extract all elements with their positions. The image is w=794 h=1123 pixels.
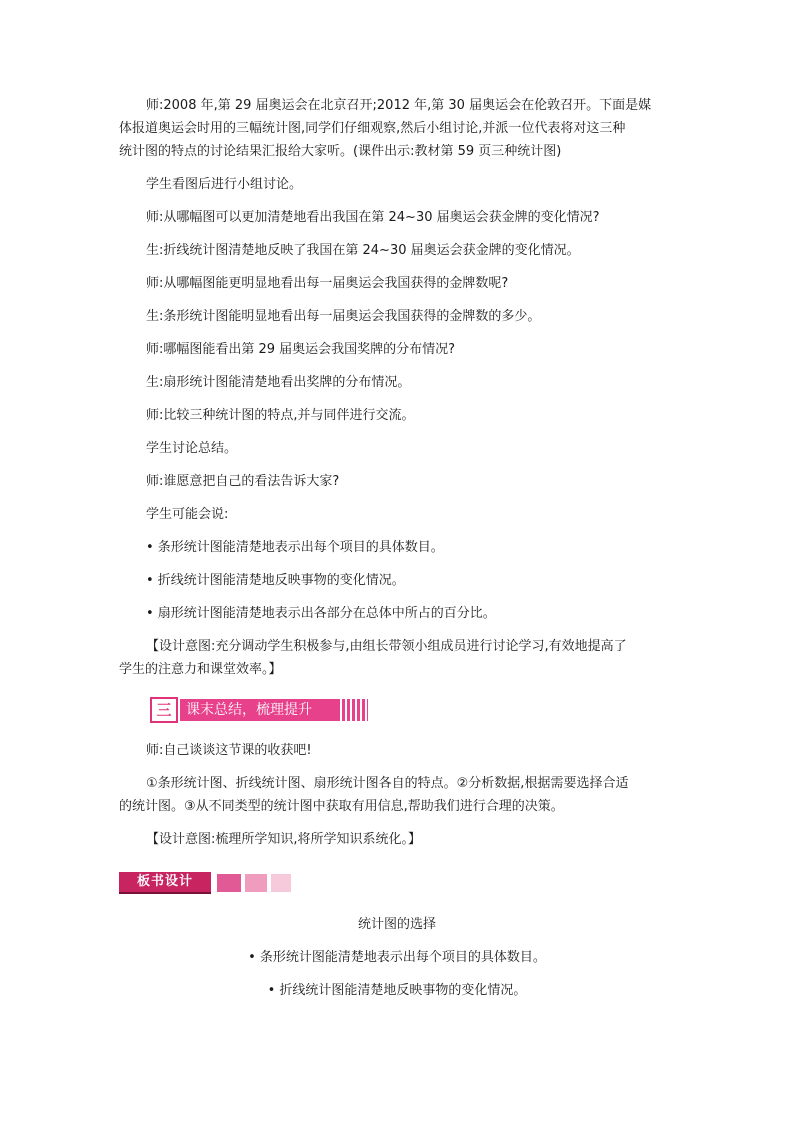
text-line: 学生的注意力和课堂效率。】 (119, 662, 282, 677)
text-line: 【设计意图:充分调动学生积极参与,由组长带领小组成员进行讨论学习,有效地提高了 (146, 639, 627, 654)
paragraph-teacher-ask: 师:谁愿意把自己的看法告诉大家? (146, 474, 340, 489)
bullet-item-bar-chart: • 条形统计图能清楚地表示出每个项目的具体数目。 (146, 540, 444, 555)
board-title: 统计图的选择 (357, 917, 436, 932)
paragraph-student-maysay: 学生可能会说: (146, 507, 229, 522)
paragraph-student-a3: 生:扇形统计图能清楚地看出奖牌的分布情况。 (146, 375, 411, 390)
text-line: 统计图的特点的讨论结果汇报给大家听。(课件出示:教材第 59 页三种统计图) (119, 144, 562, 159)
text-line: 师:2008 年,第 29 届奥运会在北京召开;2012 年,第 30 届奥运会在伦敦召开。下面是媒 (146, 98, 652, 113)
paragraph-student-summary: 学生讨论总结。 (146, 441, 238, 456)
paragraph-student-a1: 生:折线统计图清楚地反映了我国在第 24~30 届奥运会获金牌的变化情况。 (146, 243, 580, 258)
paragraph-student-discussion: 学生看图后进行小组讨论。 (146, 177, 303, 192)
section-header (150, 697, 370, 721)
paragraph-teacher-harvest: 师:自己谈谈这节课的收获吧! (146, 743, 312, 758)
text-line: ①条形统计图、折线统计图、扇形统计图各自的特点。②分析数据,根据需要选择合适 (146, 776, 629, 791)
decor-square (245, 874, 267, 892)
board-design-label: 板书设计 (119, 872, 211, 894)
decor-square (271, 874, 291, 892)
section-bar-stripes (340, 699, 368, 721)
paragraph-design-intent (119, 635, 681, 681)
text-line: 体报道奥运会时用的三幅统计图,同学们仔细观察,然后小组讨论,并派一位代表将对这三种 (119, 121, 626, 136)
paragraph-teacher-q1: 师:从哪幅图可以更加清楚地看出我国在第 24~30 届奥运会获金牌的变化情况? (146, 210, 600, 225)
bullet-item-line-chart: • 折线统计图能清楚地反映事物的变化情况。 (146, 573, 405, 588)
paragraph-student-a2: 生:条形统计图能明显地看出每一届奥运会我国获得的金牌数的多少。 (146, 309, 541, 324)
paragraph-teacher-compare: 师:比较三种统计图的特点,并与同伴进行交流。 (146, 408, 415, 423)
paragraph-teacher-q3: 师:哪幅图能看出第 29 届奥运会我国奖牌的分布情况? (146, 342, 456, 357)
paragraph-teacher-q2: 师:从哪幅图能更明显地看出每一届奥运会我国获得的金牌数呢? (146, 276, 509, 291)
paragraph-design-intent-2: 【设计意图:梳理所学知识,将所学知识系统化。】 (146, 832, 422, 847)
board-item-line-chart: • 折线统计图能清楚地反映事物的变化情况。 (267, 983, 527, 998)
board-design-header (119, 872, 299, 894)
board-item-bar-chart: • 条形统计图能清楚地表示出每个项目的具体数目。 (248, 950, 546, 965)
paragraph-intro (119, 94, 681, 163)
bullet-item-pie-chart: • 扇形统计图能清楚地表示出各部分在总体中所占的百分比。 (146, 606, 496, 621)
paragraph-summary-points (119, 772, 681, 818)
decor-square (217, 874, 241, 892)
section-number: 三 (150, 697, 178, 723)
text-line: 的统计图。③从不同类型的统计图中获取有用信息,帮助我们进行合理的决策。 (119, 799, 564, 814)
section-title: 课末总结，梳理提升 (186, 702, 312, 718)
